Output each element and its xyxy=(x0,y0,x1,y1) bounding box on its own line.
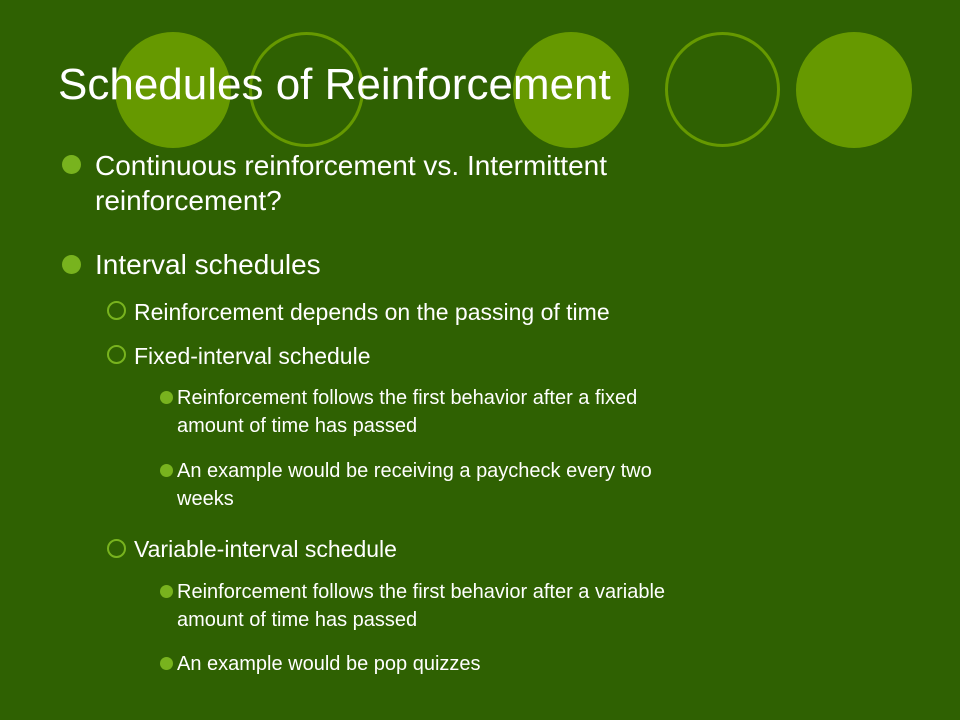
sub-bullet-text: Variable-interval schedule xyxy=(134,536,397,562)
ring-bullet-icon xyxy=(107,539,126,558)
bullet-icon xyxy=(160,464,173,477)
sub-bullet-item xyxy=(134,342,371,370)
decorative-circle-filled xyxy=(796,32,912,148)
sub-sub-bullet-text: An example would be receiving a paycheck every two xyxy=(177,460,652,482)
ring-bullet-icon xyxy=(107,301,126,320)
sub-sub-bullet-item xyxy=(177,650,481,678)
bullet-icon xyxy=(160,657,173,670)
sub-sub-bullet-text: amount of time has passed xyxy=(177,609,418,631)
sub-sub-bullet-text: amount of time has passed xyxy=(177,415,418,437)
bullet-text: reinforcement? xyxy=(95,185,282,216)
sub-sub-bullet-item xyxy=(177,384,637,440)
sub-sub-bullet-text: weeks xyxy=(177,488,234,510)
bullet-icon xyxy=(160,585,173,598)
sub-bullet-item xyxy=(134,298,610,326)
bullet-text: Continuous reinforcement vs. Intermittent xyxy=(95,150,608,181)
sub-sub-bullet-text: An example would be pop quizzes xyxy=(177,653,481,675)
slide-title: Schedules of Reinforcement xyxy=(58,60,611,109)
bullet-icon xyxy=(62,155,81,174)
sub-bullet-text: Fixed-interval schedule xyxy=(134,343,371,369)
sub-sub-bullet-item xyxy=(177,578,665,634)
sub-sub-bullet-text: Reinforcement follows the first behavior after a variable xyxy=(177,581,666,603)
bullet-icon xyxy=(62,255,81,274)
bullet-text: Interval schedules xyxy=(95,249,321,280)
sub-bullet-item xyxy=(134,535,397,563)
bullet-item xyxy=(95,148,607,218)
sub-bullet-text: Reinforcement depends on the passing of time xyxy=(134,299,610,325)
sub-sub-bullet-item xyxy=(177,457,652,513)
bullet-item xyxy=(95,247,321,282)
decorative-circle-outline xyxy=(665,32,780,147)
sub-sub-bullet-text: Reinforcement follows the first behavior after a fixed xyxy=(177,387,638,409)
bullet-icon xyxy=(160,391,173,404)
ring-bullet-icon xyxy=(107,345,126,364)
